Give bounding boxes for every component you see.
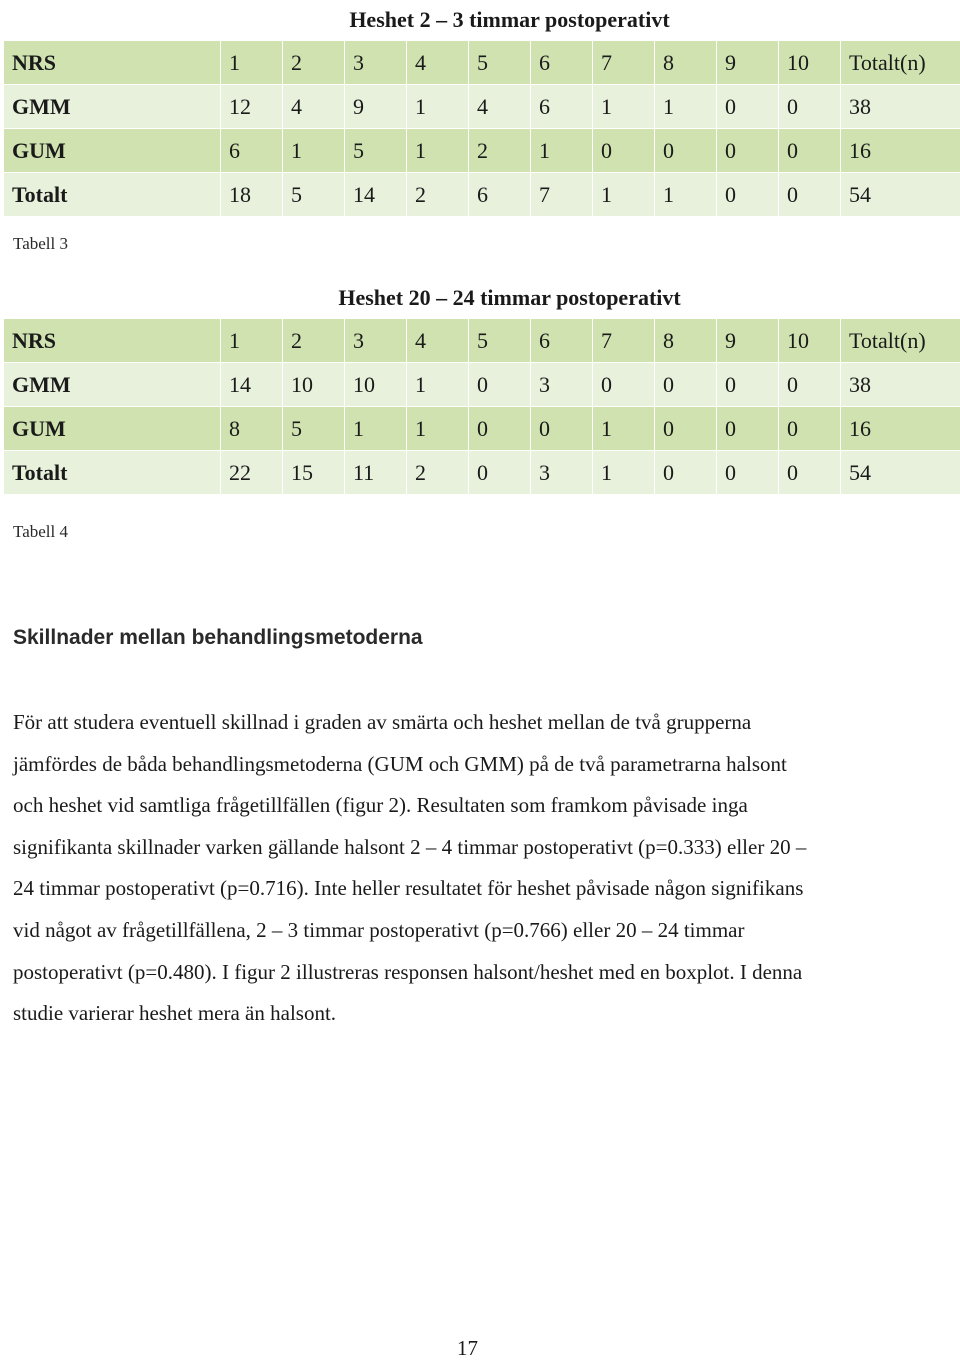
table-cell: 5 bbox=[345, 129, 407, 173]
paragraph-line: och heshet vid samtliga frågetillfällen (figur 2). Resultaten som framkom påvisade inga bbox=[13, 793, 748, 818]
table-cell: 0 bbox=[779, 129, 841, 173]
table-cell: 1 bbox=[407, 85, 469, 129]
header-cell: 8 bbox=[655, 319, 717, 363]
table-title: Heshet 20 – 24 timmar postoperativt bbox=[4, 278, 960, 319]
table-row bbox=[4, 129, 960, 173]
table-cell: 0 bbox=[717, 363, 779, 407]
header-cell: 9 bbox=[717, 41, 779, 85]
row-label: GMM bbox=[4, 85, 221, 129]
paragraph-line: jämfördes de båda behandlingsmetoderna (GUM och GMM) på de två parametrarna halsont bbox=[13, 751, 787, 776]
header-cell: 5 bbox=[469, 319, 531, 363]
paragraph-line: studie varierar heshet mera än halsont. bbox=[13, 1001, 337, 1026]
table-cell: 0 bbox=[717, 85, 779, 129]
paragraph-line: postoperativt (p=0.480). I figur 2 illustreras responsen halsont/heshet med en boxplot. I denna bbox=[13, 959, 803, 984]
table-cell: 1 bbox=[407, 129, 469, 173]
table-row bbox=[4, 173, 960, 217]
table-cell: 0 bbox=[593, 363, 655, 407]
table-cell: 2 bbox=[407, 451, 469, 495]
table-cell: 14 bbox=[221, 363, 283, 407]
table-cell: 9 bbox=[345, 85, 407, 129]
table-caption: Tabell 4 bbox=[13, 522, 68, 541]
table-cell: 0 bbox=[469, 451, 531, 495]
table-cell: 1 bbox=[593, 407, 655, 451]
table-cell: 3 bbox=[531, 451, 593, 495]
table-cell: 6 bbox=[531, 85, 593, 129]
table-cell: 1 bbox=[655, 173, 717, 217]
table-cell: 16 bbox=[841, 407, 960, 451]
table-cell: 1 bbox=[283, 129, 345, 173]
table-row bbox=[4, 85, 960, 129]
table-row bbox=[4, 363, 960, 407]
table-heshet-20-24 bbox=[4, 278, 954, 495]
table-cell: 0 bbox=[531, 407, 593, 451]
table-cell: 10 bbox=[283, 363, 345, 407]
header-cell: 10 bbox=[779, 41, 841, 85]
row-label: GUM bbox=[4, 129, 221, 173]
table-cell: 0 bbox=[655, 451, 717, 495]
table-cell: 15 bbox=[283, 451, 345, 495]
table-cell: 0 bbox=[779, 363, 841, 407]
header-cell: 8 bbox=[655, 41, 717, 85]
table-cell: 0 bbox=[717, 407, 779, 451]
header-cell: 4 bbox=[407, 319, 469, 363]
table-cell: 0 bbox=[779, 407, 841, 451]
header-cell: NRS bbox=[4, 319, 221, 363]
table-cell: 0 bbox=[469, 363, 531, 407]
table-cell: 0 bbox=[469, 407, 531, 451]
table-cell: 5 bbox=[283, 407, 345, 451]
table-header-row bbox=[4, 319, 960, 363]
row-label: GMM bbox=[4, 363, 221, 407]
table-cell: 0 bbox=[779, 173, 841, 217]
table-heshet-2-3 bbox=[4, 0, 954, 217]
table-header-row bbox=[4, 41, 960, 85]
table-cell: 0 bbox=[717, 173, 779, 217]
table-cell: 1 bbox=[593, 173, 655, 217]
paragraph-line: För att studera eventuell skillnad i graden av smärta och heshet mellan de två grupperna bbox=[13, 710, 752, 734]
table-cell: 8 bbox=[221, 407, 283, 451]
table-cell: 0 bbox=[779, 85, 841, 129]
table-cell: 1 bbox=[531, 129, 593, 173]
header-cell: 3 bbox=[345, 319, 407, 363]
table-cell: 4 bbox=[469, 85, 531, 129]
page-number: 17 bbox=[457, 1336, 478, 1360]
header-cell: 9 bbox=[717, 319, 779, 363]
header-cell: 7 bbox=[593, 319, 655, 363]
header-cell: 1 bbox=[221, 319, 283, 363]
body-paragraph bbox=[13, 702, 933, 1035]
header-cell: Totalt(n) bbox=[841, 41, 960, 85]
table-cell: 1 bbox=[407, 407, 469, 451]
table-cell: 14 bbox=[345, 173, 407, 217]
header-cell: 5 bbox=[469, 41, 531, 85]
row-label: Totalt bbox=[4, 173, 221, 217]
header-cell: 1 bbox=[221, 41, 283, 85]
header-cell: NRS bbox=[4, 41, 221, 85]
table-cell: 7 bbox=[531, 173, 593, 217]
table-row bbox=[4, 451, 960, 495]
table-cell: 4 bbox=[283, 85, 345, 129]
table-row bbox=[4, 407, 960, 451]
data-table bbox=[4, 0, 960, 217]
row-label: GUM bbox=[4, 407, 221, 451]
table-cell: 0 bbox=[655, 407, 717, 451]
table-cell: 2 bbox=[407, 173, 469, 217]
table-cell: 1 bbox=[407, 363, 469, 407]
table-cell: 6 bbox=[221, 129, 283, 173]
table-cell: 12 bbox=[221, 85, 283, 129]
table-cell: 0 bbox=[655, 363, 717, 407]
table-cell: 54 bbox=[841, 173, 960, 217]
table-cell: 38 bbox=[841, 85, 960, 129]
table-cell: 54 bbox=[841, 451, 960, 495]
table-cell: 18 bbox=[221, 173, 283, 217]
table-cell: 1 bbox=[593, 85, 655, 129]
header-cell: 6 bbox=[531, 41, 593, 85]
table-cell: 10 bbox=[345, 363, 407, 407]
table-title: Heshet 2 – 3 timmar postoperativt bbox=[4, 0, 960, 41]
table-cell: 38 bbox=[841, 363, 960, 407]
paragraph-line: vid något av frågetillfällena, 2 – 3 timmar postoperativt (p=0.766) eller 20 – 24 timmar bbox=[13, 917, 745, 942]
table-caption: Tabell 3 bbox=[13, 234, 68, 253]
header-cell: 3 bbox=[345, 41, 407, 85]
table-cell: 11 bbox=[345, 451, 407, 495]
header-cell: 6 bbox=[531, 319, 593, 363]
table-cell: 0 bbox=[717, 451, 779, 495]
header-cell: Totalt(n) bbox=[841, 319, 960, 363]
table-cell: 1 bbox=[655, 85, 717, 129]
table-cell: 0 bbox=[655, 129, 717, 173]
header-cell: 2 bbox=[283, 41, 345, 85]
table-cell: 6 bbox=[469, 173, 531, 217]
header-cell: 4 bbox=[407, 41, 469, 85]
header-cell: 7 bbox=[593, 41, 655, 85]
header-cell: 2 bbox=[283, 319, 345, 363]
table-cell: 0 bbox=[779, 451, 841, 495]
paragraph-line: 24 timmar postoperativt (p=0.716). Inte heller resultatet för heshet påvisade någon signifikans bbox=[13, 876, 804, 901]
table-cell: 3 bbox=[531, 363, 593, 407]
table-cell: 22 bbox=[221, 451, 283, 495]
table-cell: 1 bbox=[345, 407, 407, 451]
table-cell: 0 bbox=[717, 129, 779, 173]
row-label: Totalt bbox=[4, 451, 221, 495]
paragraph-line: signifikanta skillnader varken gällande halsont 2 – 4 timmar postoperativt (p=0.333) eller 20 – bbox=[13, 834, 807, 859]
table-cell: 2 bbox=[469, 129, 531, 173]
data-table bbox=[4, 278, 960, 495]
section-heading: Skillnader mellan behandlingsmetoderna bbox=[13, 626, 423, 649]
table-cell: 1 bbox=[593, 451, 655, 495]
header-cell: 10 bbox=[779, 319, 841, 363]
table-cell: 0 bbox=[593, 129, 655, 173]
table-cell: 16 bbox=[841, 129, 960, 173]
table-cell: 5 bbox=[283, 173, 345, 217]
